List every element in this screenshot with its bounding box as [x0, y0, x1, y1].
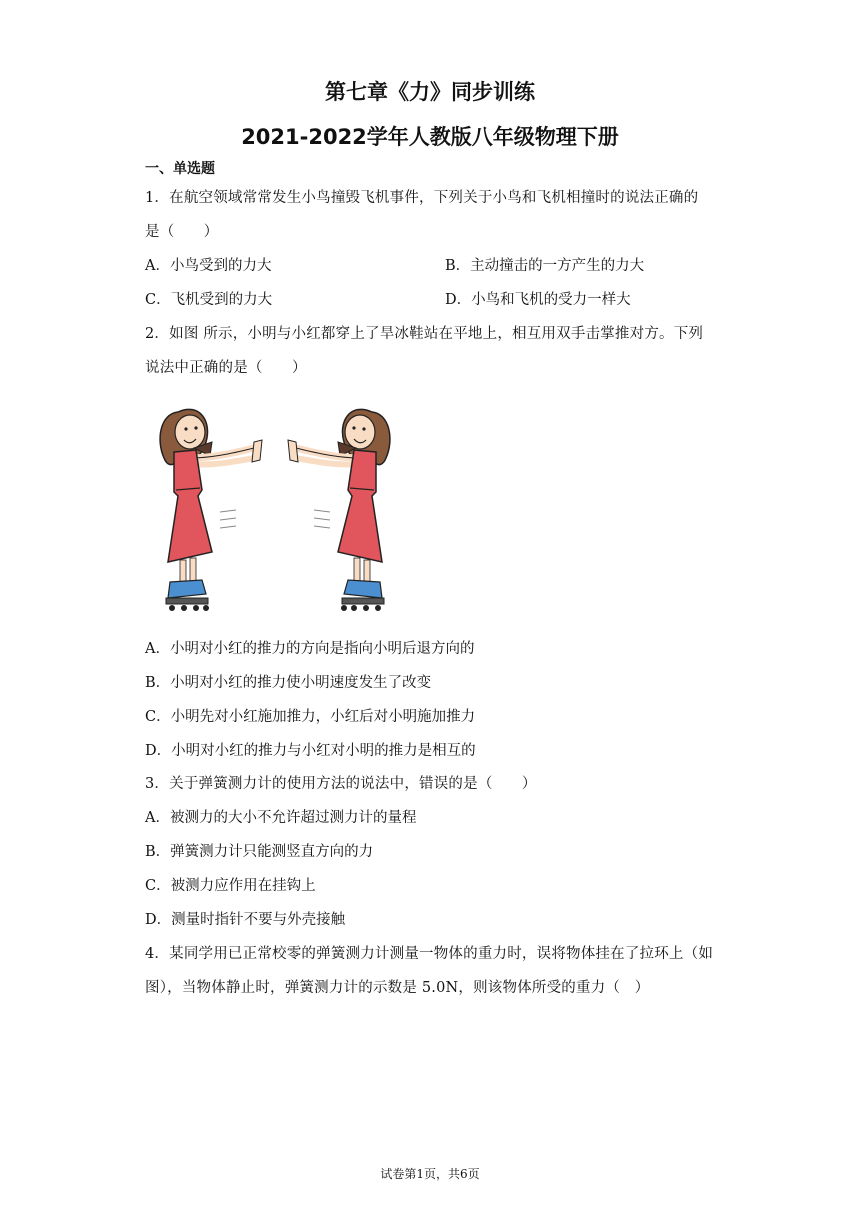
question-2-stem-line1: 2．如图 所示，小明与小红都穿上了旱冰鞋站在平地上，相互用双手击掌推对方。下列 [145, 326, 704, 342]
page-footer: 试卷第1页，共6页 [380, 1167, 480, 1181]
question-4-stem-line2: 图），当物体静止时，弹簧测力计的示数是 5.0N，则该物体所受的重力（ ） [145, 980, 650, 996]
question-2-option-a: A．小明对小红的推力的方向是指向小明后退方向的 [145, 641, 475, 657]
question-1-option-a: A．小鸟受到的力大 [145, 258, 272, 274]
question-2-option-b: B．小明对小红的推力使小明速度发生了改变 [145, 675, 432, 691]
question-1-option-d: D．小鸟和飞机的受力一样大 [445, 292, 631, 308]
page-title: 第七章《力》同步训练 [325, 80, 535, 104]
question-3-option-c: C．被测力应作用在挂钩上 [145, 878, 316, 894]
question-1-option-b: B．主动撞击的一方产生的力大 [445, 258, 645, 274]
question-3-stem: 3．关于弹簧测力计的使用方法的说法中，错误的是（ ） [145, 776, 537, 792]
question-3-option-d: D．测量时指针不要与外壳接触 [145, 912, 346, 928]
question-2-stem-line2: 说法中正确的是（ ） [145, 360, 307, 376]
skater-right [288, 409, 390, 611]
question-1-option-c: C．飞机受到的力大 [145, 292, 273, 308]
question-2-option-c: C．小明先对小红施加推力，小红后对小明施加推力 [145, 709, 476, 725]
question-2-option-d: D．小明对小红的推力与小红对小明的推力是相互的 [145, 743, 476, 759]
section-heading: 一、单选题 [145, 161, 215, 177]
skaters-illustration [150, 392, 400, 620]
skater-left [160, 409, 262, 611]
question-3-option-a: A．被测力的大小不允许超过测力计的量程 [145, 810, 417, 826]
question-3-option-b: B．弹簧测力计只能测竖直方向的力 [145, 844, 374, 860]
page-subtitle: 2021-2022学年人教版八年级物理下册 [241, 125, 619, 149]
question-1-stem-line1: 1．在航空领域常常发生小鸟撞毁飞机事件，下列关于小鸟和飞机相撞时的说法正确的 [145, 190, 699, 206]
question-1-stem-line2: 是（ ） [145, 224, 219, 240]
question-4-stem-line1: 4．某同学用已正常校零的弹簧测力计测量一物体的重力时，误将物体挂在了拉环上（如 [145, 946, 714, 962]
